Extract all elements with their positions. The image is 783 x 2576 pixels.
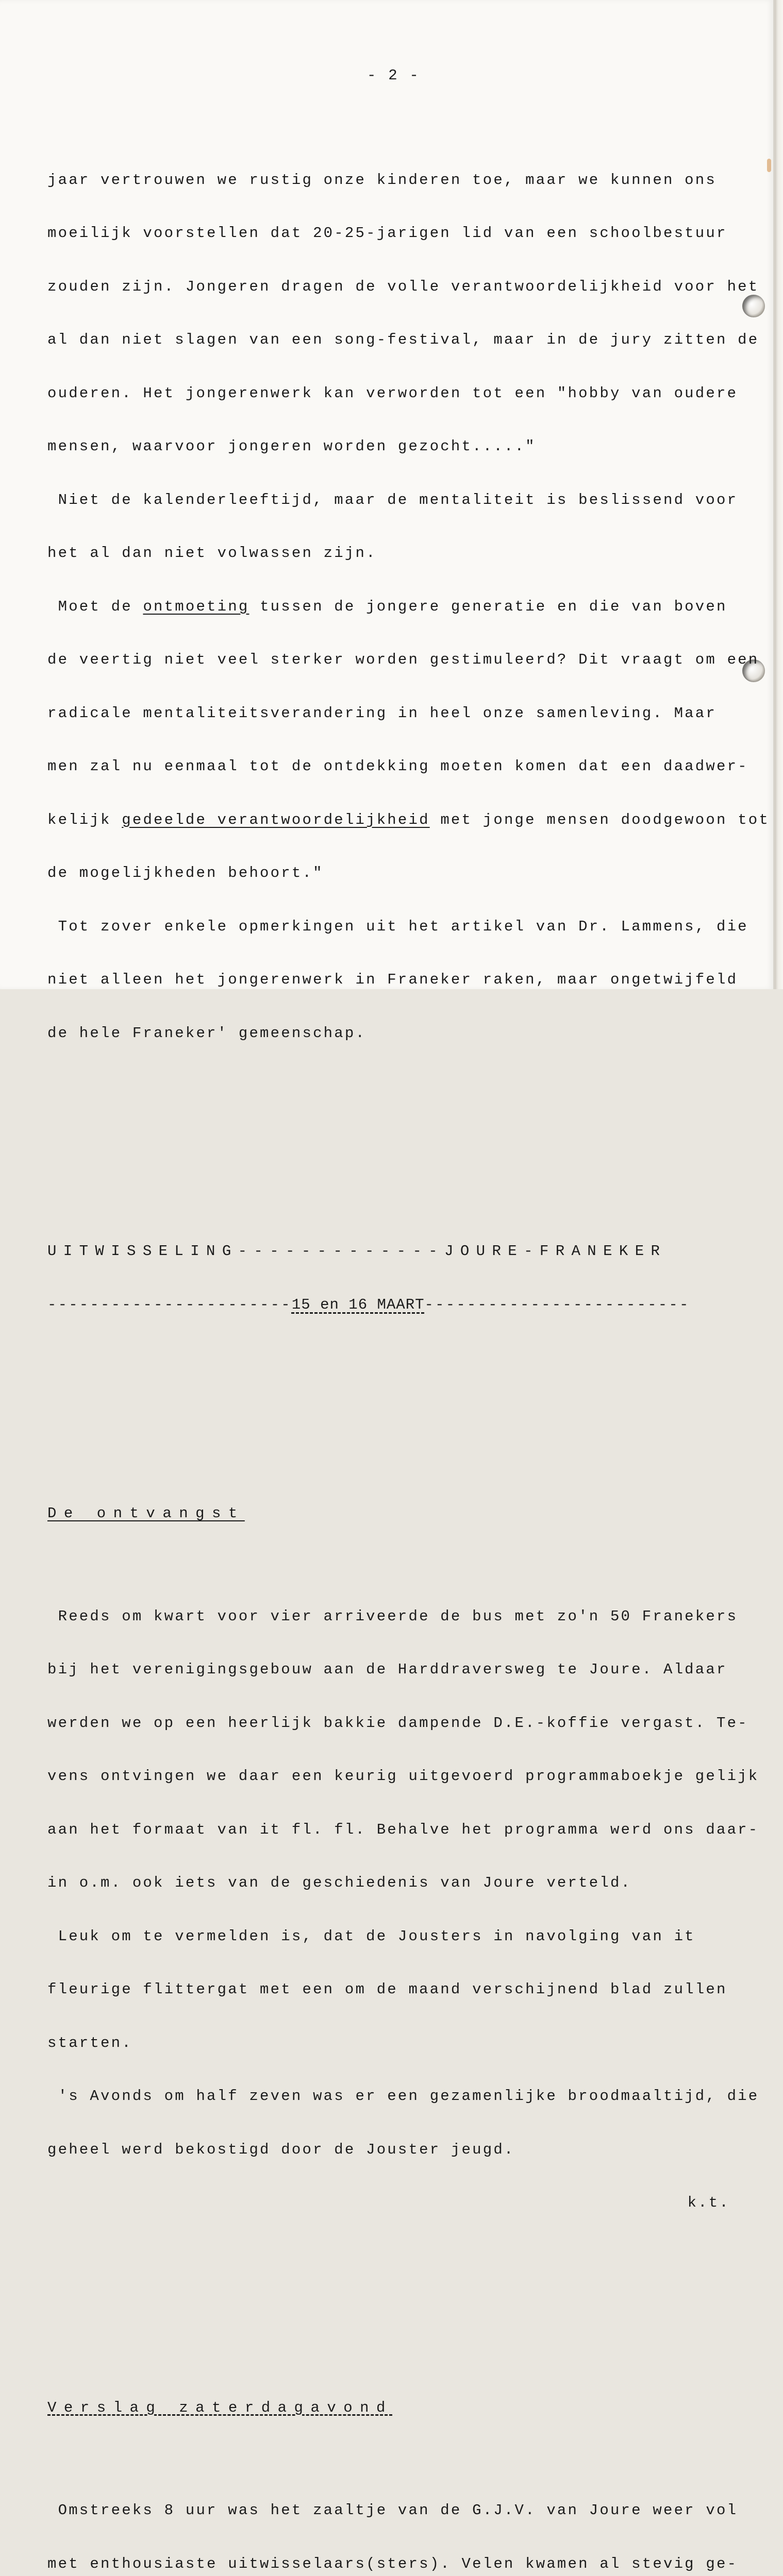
text-line: bij het verenigingsgebouw aan de Harddraversweg te Joure. Aldaar [47, 1660, 759, 1680]
text-line: aan het formaat van it fl. fl. Behalve het programma werd ons daar- [47, 1820, 759, 1840]
text-line: Leuk om te vermelden is, dat de Jousters in navolging van it [47, 1927, 759, 1946]
text-line: radicale mentaliteitsverandering in heel onze samenleving. Maar [47, 704, 759, 723]
author-signature: k.t. [47, 2193, 759, 2213]
text-line: jaar vertrouwen we rustig onze kinderen toe, maar we kunnen ons [47, 171, 759, 190]
spacer [47, 2451, 759, 2467]
spacer [47, 1128, 759, 1157]
text-line: de hele Franeker' gemeenschap. [47, 1024, 759, 1043]
spacer [47, 1557, 759, 1573]
section-heading: De ontvangst [47, 1504, 759, 1523]
paper-stain [767, 159, 771, 172]
banner-dashes: ------------------------- [425, 1296, 690, 1313]
text-line: al dan niet slagen van een song-festival, maar in de jury zitten de [47, 330, 759, 350]
text-line: de veertig niet veel sterker worden gestimuleerd? Dit vraagt om een [47, 650, 759, 670]
text-line: Omstreeks 8 uur was het zaaltje van de G.J.V. van Joure weer vol [47, 2501, 759, 2520]
text-line: fleurige flittergat met een om de maand verschijnend blad zullen [47, 1980, 759, 1999]
banner-dashes: ----------------------- [47, 1296, 292, 1313]
text-line: het al dan niet volwassen zijn. [47, 544, 759, 563]
text-line: mensen, waarvoor jongeren worden gezocht....." [47, 437, 759, 456]
banner-date: 15 en 16 MAART [292, 1296, 425, 1313]
exchange-banner [47, 1208, 759, 1348]
page-edge [775, 0, 783, 989]
text-line: vens ontvingen we daar een keurig uitgevoerd programmaboekje gelijk [47, 1767, 759, 1786]
text-segment: Moet de [47, 598, 143, 615]
text-line: ouderen. Het jongerenwerk kan verworden tot een "hobby van oudere [47, 384, 759, 403]
text-line: niet alleen het jongerenwerk in Franeker raken, maar ongetwijfeld [47, 970, 759, 990]
text-line: met enthousiaste uitwisselaars(sters). Velen kwamen al stevig ge- [47, 2554, 759, 2574]
text-line [47, 597, 759, 617]
section-verslag [47, 2364, 759, 2576]
text-line: 's Avonds om half zeven was er een gezamenlijke broodmaaltijd, die [47, 2087, 759, 2106]
section-heading: Verslag zaterdagavond [47, 2398, 759, 2418]
spacer [47, 1399, 759, 1419]
document-page [47, 32, 759, 2576]
text-line: Niet de kalenderleeftijd, maar de mentaliteit is beslissend voor [47, 490, 759, 510]
text-line: in o.m. ook iets van de geschiedenis van Joure verteld. [47, 1873, 759, 1893]
banner-title: UITWISSELING-------------JOURE-FRANEKER [47, 1242, 759, 1261]
page-number: - 2 - [47, 66, 759, 86]
text-line: geheel werd bekostigd door de Jouster jeugd. [47, 2140, 759, 2160]
text-line: Reeds om kwart voor vier arriveerde de bus met zo'n 50 Franekers [47, 1607, 759, 1626]
text-line: starten. [47, 2033, 759, 2053]
text-line: zouden zijn. Jongeren dragen de volle verantwoordelijkheid voor het [47, 277, 759, 297]
text-segment: met jonge mensen doodgewoon tot [430, 811, 770, 828]
text-line: men zal nu eenmaal tot de ontdekking moeten komen dat een daadwer- [47, 757, 759, 776]
banner-date-line [47, 1295, 759, 1315]
text-line [47, 810, 759, 830]
intro-paragraphs [47, 137, 759, 1077]
text-line: moeilijk voorstellen dat 20-25-jarigen lid van een schoolbestuur [47, 224, 759, 243]
text-line: Tot zover enkele opmerkingen uit het artikel van Dr. Lammens, die [47, 917, 759, 937]
underlined-term: gedeelde verantwoordelijkheid [122, 811, 429, 828]
text-segment: tussen de jongere generatie en die van boven [249, 598, 727, 615]
text-segment: kelijk [47, 811, 122, 828]
section-ontvangst [47, 1470, 759, 2247]
spacer [47, 2298, 759, 2313]
underlined-term: ontmoeting [143, 598, 249, 615]
text-line: de mogelijkheden behoort." [47, 863, 759, 883]
text-line: werden we op een heerlijk bakkie dampende D.E.-koffie vergast. Te- [47, 1714, 759, 1733]
